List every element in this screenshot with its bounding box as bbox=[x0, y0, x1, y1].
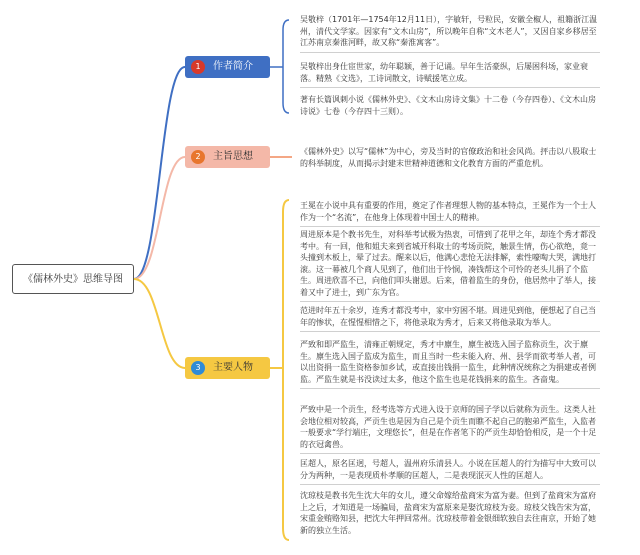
branch-label: 主要人物 bbox=[213, 362, 253, 373]
leaf-zhou-jin: 周进原本是个教书先生，对科举考试极为热衷，可惜到了花甲之年，却连个秀才都没考中。有一回，他和姐夫来到省城开科取士的考场贡院，触景生情，伤心欲绝，竟一头撞到木板上，晕了过去。醒来以后，他满心悲怆无法排解，索性嚎啕大哭，满地打滚。这一幕被几个商人见到了，他们出于怜悯，凑钱帮这个可怜的老头儿捐了个监生。周进欣喜不已，向他们叩头谢恩。后来，借着监生的身份，他居然中了举人，接着又中了进士，到广东为官。 bbox=[300, 229, 600, 302]
branch-author-intro[interactable] bbox=[185, 56, 270, 78]
leaf-wang-mian: 王冕在小说中具有重要的作用，奠定了作者理想人物的基本特点，王冕作为一个士人作为一个“名流”，在他身上体现着中国士人的精神。 bbox=[300, 200, 600, 227]
leaf-author-background: 吴敬梓出身仕宦世家，幼年聪颖，善于记诵。早年生活豪纵，后屡困科场，家业衰落。精熟《文选》，工诗词散文，诗赋援笔立成。 bbox=[300, 61, 600, 88]
connector-characters bbox=[134, 279, 185, 368]
branch1-bracket bbox=[270, 20, 289, 113]
branch-label: 作者简介 bbox=[213, 61, 253, 72]
leaf-author-bio: 吴敬梓（1701年—1754年12月11日），字敏轩，号粒民，安徽全椒人，祖籍浙江温州，清代文学家。因家有“文木山房”，所以晚年自称“文木老人”，又因自家乡移居至江苏南京秦淮河畔，故又称“秦淮寓客”。 bbox=[300, 14, 600, 53]
leaf-yan-jiansheng: 严致和即严监生，清雍正朝规定，秀才中廪生，廪生被选入国子监称贡生，次于廪生。廪生选入国子监成为监生，而且当时一些未能入府、州、县学而欲考举人者，可以出资捐一监生资格参加乡试，或直接出钱捐一监生，此种情况统称之为捐建或者例监。严监生就是书没读过太多，他这个监生也是花钱捐来的监生。吝啬鬼。 bbox=[300, 339, 600, 389]
connector-author bbox=[134, 67, 185, 279]
leaf-kuang-chaoren: 匡超人，原名匡迥，号超人，温州府乐清县人。小说在匡超人的行为描写中大致可以分为两种，一是表现质朴孝顺的匡超人，二是表现泯灭人性的匡超人。 bbox=[300, 458, 600, 485]
branch-main-characters[interactable] bbox=[185, 357, 270, 379]
number-badge: 1 bbox=[191, 60, 205, 74]
branch-label: 主旨思想 bbox=[213, 151, 253, 162]
branch-theme[interactable] bbox=[185, 146, 270, 168]
number-badge: 3 bbox=[191, 361, 205, 375]
number-badge: 2 bbox=[191, 150, 205, 164]
leaf-yan-gongsheng: 严致中是一个贡生，经考选等方式进入设于京师的国子学以后就称为贡生。这类人社会地位相对较高，严贡生也是因为自己是个贡生而瞧不起自己的胞弟严监生，入监者一般要求“学行端庄，文理悠长”，但是在作者笔下的严贡生却恰恰相反，是一个十足的衣冠禽兽。 bbox=[300, 404, 600, 454]
branch3-bracket bbox=[270, 200, 289, 540]
root-node[interactable]: 《儒林外史》思维导图 bbox=[12, 264, 134, 294]
leaf-author-works: 著有长篇讽刺小说《儒林外史》、《文木山房诗文集》十二卷（今存四卷）、《文木山房诗说》七卷（今存四十三则）。 bbox=[300, 95, 596, 116]
leaf-fan-jin: 范进时年五十余岁，连秀才都没考中，家中穷困不堪。周进见到他，便想起了自己当年的惨状，在惺惺相惜之下，将他录取为秀才，后来又将他录取为举人。 bbox=[300, 305, 600, 332]
leaf-shen-qiongzhi: 沈琼枝是教书先生沈大年的女儿，遵父命嫁给盐商宋为富为妻。但到了盐商宋为富府上之后，才知道是一场骗局，盐商宋为富原来是娶沈琼枝为妾。琼枝父钱告宋为富，宋重金贿赂知县，把沈大年押回常州。沈琼枝带着金银细软独自去往南京，开始了她新的独立生活。 bbox=[300, 491, 596, 535]
leaf-theme: 《儒林外史》以写“儒林”为中心，旁及当时的官僚政治和社会风尚。抨击以八股取士的科举制度，从而揭示封建末世精神道德和文化教育方面的严重危机。 bbox=[300, 147, 597, 168]
